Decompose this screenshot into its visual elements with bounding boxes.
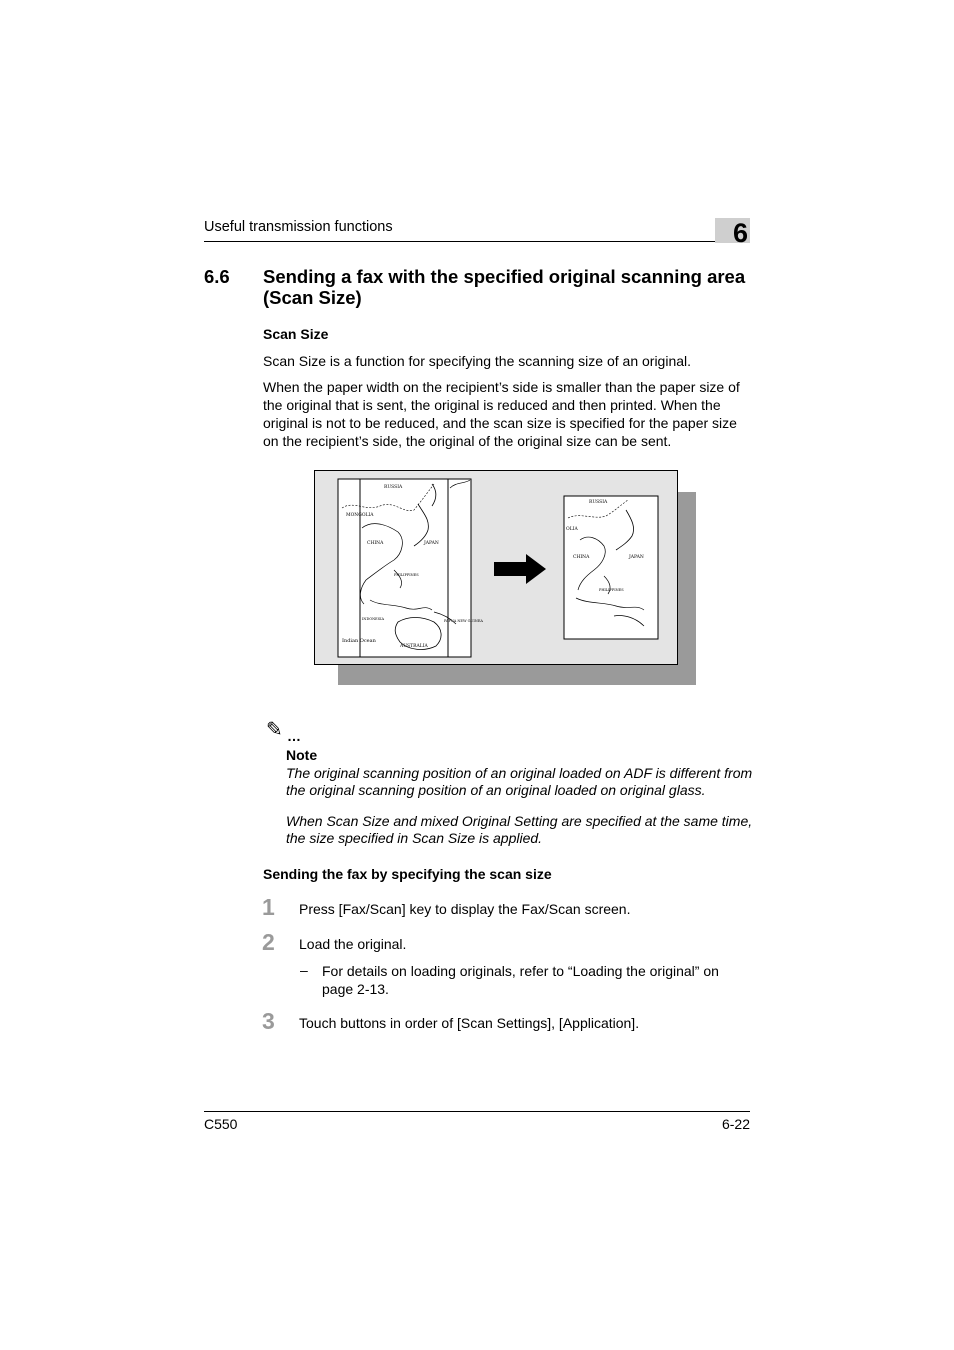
map-label-philippines: PHILIPPINES	[394, 573, 419, 577]
footer-rule	[204, 1111, 750, 1112]
footer-page-number: 6-22	[721, 1116, 750, 1132]
step-text-2: Load the original.	[299, 936, 407, 952]
paragraph-1: Scan Size is a function for specifying the scanning size of an original.	[263, 353, 692, 369]
map-label-mongolia: MONGOLIA	[346, 513, 374, 518]
arrow-icon	[494, 554, 546, 584]
pencil-icon: ✎	[266, 719, 283, 741]
sub-bullet-text: For details on loading originals, refer to “Loading the original” on page 2-13.	[322, 963, 719, 997]
step-number-3: 3	[262, 1008, 275, 1034]
note-dots: …	[287, 728, 303, 744]
map-label-china-reduced: CHINA	[573, 555, 590, 560]
map-label-japan-reduced: JAPAN	[629, 555, 644, 560]
running-header: Useful transmission functions	[204, 219, 393, 235]
step-text-1: Press [Fax/Scan] key to display the Fax/Scan screen.	[299, 901, 631, 917]
note-label: Note	[286, 747, 318, 763]
map-label-japan: JAPAN	[424, 541, 439, 546]
paragraph-2: When the paper width on the recipient’s side is smaller than the paper size of the original that is sent, the original is reduced and then printed. When the original is not to be reduced, and the scan size is specified for the paper size on the recipient’s side, the original of the original size can be sent.	[263, 379, 740, 449]
map-label-mongolia-reduced: OLIA	[566, 527, 578, 532]
step-text-3: Touch buttons in order of [Scan Settings], [Application].	[299, 1015, 640, 1031]
map-label-philippines-reduced: PHILIPPINES	[599, 588, 624, 592]
map-label-papua: PAPUA NEW GUINEA	[444, 619, 483, 623]
footer-model: C550	[204, 1116, 238, 1132]
map-label-russia-reduced: RUSSIA	[589, 500, 608, 505]
map-label-russia: RUSSIA	[384, 485, 403, 490]
section-number: 6.6	[204, 266, 230, 287]
map-label-indian-ocean: Indian Ocean	[342, 638, 376, 644]
procedure-heading: Sending the fax by specifying the scan size	[263, 866, 552, 882]
map-label-australia: AUSTRALIA	[400, 644, 428, 649]
note-text-2: When Scan Size and mixed Original Setting are specified at the same time, the size specified in Scan Size is applied.	[286, 813, 753, 846]
subheading-scan-size: Scan Size	[263, 326, 329, 342]
step-number-2: 2	[262, 929, 275, 955]
section-title: Sending a fax with the specified original scanning area (Scan Size)	[263, 266, 746, 308]
note-text-1: The original scanning position of an original loaded on ADF is different from the original scanning position of an original loaded on original glass.	[286, 765, 753, 798]
map-label-indonesia: INDONESIA	[362, 617, 385, 621]
sub-bullet-dash: –	[300, 962, 308, 978]
right-scanned-map	[564, 496, 658, 639]
step-number-1: 1	[262, 894, 275, 920]
scan-size-figure	[314, 470, 678, 665]
chapter-number: 6	[715, 218, 750, 243]
header-rule	[204, 241, 715, 242]
left-original-map	[338, 479, 483, 657]
map-label-china: CHINA	[367, 541, 384, 546]
